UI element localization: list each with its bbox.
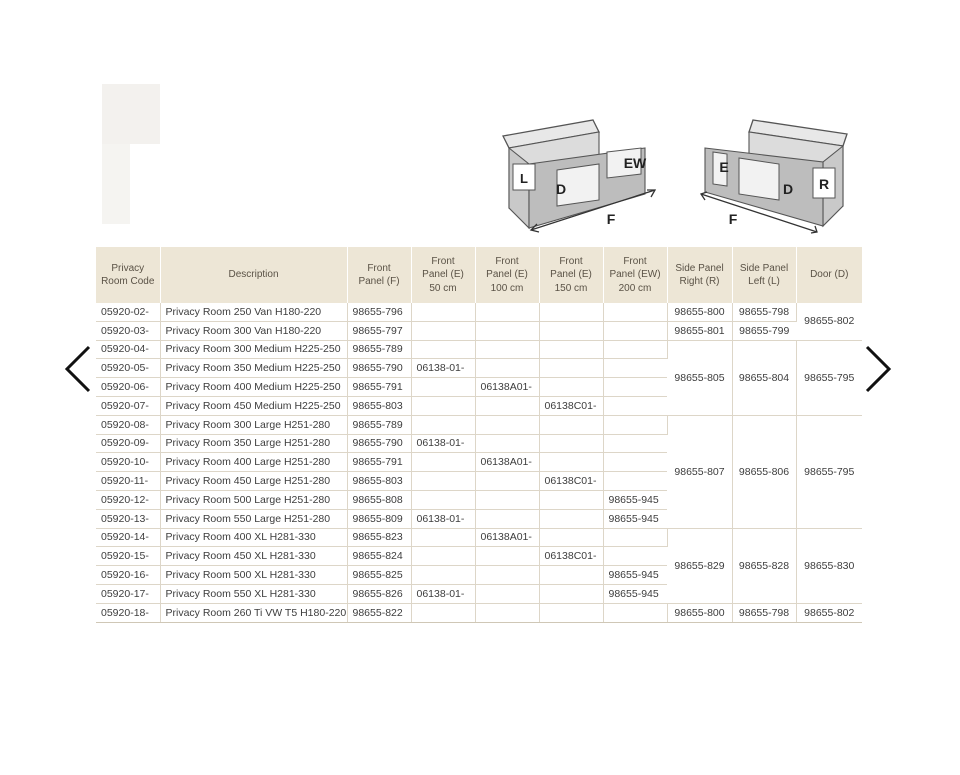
table-cell: 05920-03- [96,321,160,340]
diagram-label-e: E [719,159,729,175]
column-header-line: Right (R) [679,276,720,287]
column-header [732,247,796,303]
awning-diagram-left [495,108,665,240]
table-cell: 06138A01- [475,528,539,547]
table-cell [539,321,603,340]
side-panel-left-cell: 98655-806 [732,415,796,528]
table-cell [539,378,603,397]
table-cell: Privacy Room 500 Large H251-280 [160,490,347,509]
table-cell: Privacy Room 400 Large H251-280 [160,453,347,472]
column-header-line: Panel (E) [550,269,592,281]
column-header-line: Description [228,269,279,281]
table-cell: 06138-01- [411,584,475,603]
table-cell [603,378,667,397]
table-cell: 98655-790 [347,359,411,378]
table-cell: 98655-789 [347,340,411,359]
table-cell: 98655-789 [347,415,411,434]
table-cell: Privacy Room 260 Ti VW T5 H180-220 [160,603,347,622]
table-cell: 05920-16- [96,566,160,585]
column-header [347,247,411,303]
column-header-line: Side Panel [739,262,789,274]
door-cell: 98655-795 [796,340,862,415]
door-cell: 98655-795 [796,415,862,528]
table-cell: Privacy Room 400 Medium H225-250 [160,378,347,397]
table-cell: 98655-790 [347,434,411,453]
table-cell: 98655-826 [347,584,411,603]
table-cell: 98655-945 [603,490,667,509]
table-cell [475,303,539,321]
column-header-line: Left (L) [748,276,780,287]
table-cell: Privacy Room 550 Large H251-280 [160,509,347,528]
table-cell: 05920-17- [96,584,160,603]
table-cell: 05920-18- [96,603,160,622]
side-panel-right-cell: 98655-800 [667,303,732,321]
table-cell [603,321,667,340]
column-header-line: Privacy [111,262,145,274]
table-cell: 98655-797 [347,321,411,340]
table-cell [475,396,539,415]
column-header-line: Panel (E) [486,269,528,281]
table-cell: 05920-11- [96,472,160,491]
table-cell [539,303,603,321]
table-cell: 98655-791 [347,378,411,397]
diagram-label-f: F [728,211,738,227]
table-cell: 06138-01- [411,359,475,378]
table-row [96,528,862,547]
next-image-button[interactable] [858,339,898,399]
table-cell: 05920-15- [96,547,160,566]
table-cell [475,509,539,528]
column-header-line: Front [495,255,519,267]
table-cell: 98655-822 [347,603,411,622]
table-cell [411,415,475,434]
table-cell [539,490,603,509]
table-cell [539,509,603,528]
column-header-line: Panel (E) [422,269,464,281]
table-cell: Privacy Room 450 XL H281-330 [160,547,347,566]
diagram-label-l: L [520,171,528,186]
table-cell [603,472,667,491]
table-cell: Privacy Room 250 Van H180-220 [160,303,347,321]
table-cell [475,584,539,603]
previous-image-button[interactable] [58,339,98,399]
table-cell: 06138A01- [475,378,539,397]
column-header-line: Room Code [101,276,155,287]
column-header-line: 50 cm [429,282,457,294]
table-cell: 05920-12- [96,490,160,509]
table-cell: Privacy Room 350 Medium H225-250 [160,359,347,378]
table-cell: 98655-803 [347,396,411,415]
column-header [475,247,539,303]
table-cell: 98655-803 [347,472,411,491]
table-cell [539,359,603,378]
table-cell [411,396,475,415]
table-cell [539,415,603,434]
table-cell [603,547,667,566]
table-cell: 05920-08- [96,415,160,434]
column-header-line: 200 cm [618,282,652,294]
table-cell [539,453,603,472]
table-cell [475,359,539,378]
table-cell: Privacy Room 350 Large H251-280 [160,434,347,453]
table-cell: 98655-823 [347,528,411,547]
table-cell [475,490,539,509]
table-cell: Privacy Room 500 XL H281-330 [160,566,347,585]
table-cell [603,303,667,321]
table-cell [411,547,475,566]
chevron-left-icon [63,345,93,393]
column-header-line: Side Panel [675,262,724,274]
column-header-line: 100 cm [490,282,524,294]
table-cell [539,566,603,585]
table-cell: 06138-01- [411,509,475,528]
table-cell [603,453,667,472]
table-header-row [96,247,862,303]
table-cell: 05920-13- [96,509,160,528]
table-cell: 98655-796 [347,303,411,321]
table-cell: 06138C01- [539,396,603,415]
table-cell [475,434,539,453]
side-panel-left-cell: 98655-798 [732,303,796,321]
table-cell: 05920-06- [96,378,160,397]
table-cell: 05920-09- [96,434,160,453]
column-header-line: Front [367,262,391,274]
table-cell: Privacy Room 450 Medium H225-250 [160,396,347,415]
table-row [96,340,862,359]
side-panel-left-cell: 98655-799 [732,321,796,340]
side-panel-right-cell: 98655-801 [667,321,732,340]
door-cell: 98655-830 [796,528,862,603]
table-cell [411,453,475,472]
side-panel-left-cell: 98655-828 [732,528,796,603]
table-cell [475,603,539,622]
table-cell [411,528,475,547]
column-header [160,247,347,303]
table-cell [475,321,539,340]
table-cell: 98655-824 [347,547,411,566]
table-cell: 98655-945 [603,584,667,603]
table-cell [603,359,667,378]
table-cell: Privacy Room 300 Medium H225-250 [160,340,347,359]
column-header-line: 150 cm [554,282,588,294]
door-cell: 98655-802 [796,303,862,340]
column-header [667,247,732,303]
diagram-label-ew: EW [623,155,647,171]
table-cell: Privacy Room 550 XL H281-330 [160,584,347,603]
table-cell: 05920-05- [96,359,160,378]
table-cell: 98655-809 [347,509,411,528]
table-cell [411,472,475,491]
table-cell [411,603,475,622]
table-cell [475,566,539,585]
table-cell [475,547,539,566]
side-panel-right-cell: 98655-829 [667,528,732,603]
table-body [96,303,862,622]
side-panel-right-cell: 98655-807 [667,415,732,528]
column-header [411,247,475,303]
table-cell [603,528,667,547]
table-cell [539,603,603,622]
table-cell [411,378,475,397]
table-cell: 06138C01- [539,547,603,566]
table-cell: 06138-01- [411,434,475,453]
table-cell [603,415,667,434]
table-cell: 05920-14- [96,528,160,547]
column-header-line: Panel (EW) [609,269,661,281]
chevron-right-icon [863,345,893,393]
table-cell [411,303,475,321]
table-cell: 06138C01- [539,472,603,491]
table-cell [603,603,667,622]
table-row [96,321,862,340]
table-cell [411,321,475,340]
side-panel-left-cell: 98655-804 [732,340,796,415]
column-header [96,247,160,303]
diagram-label-f: F [606,211,616,227]
table-cell [411,340,475,359]
diagram-label-d: D [555,181,567,197]
table-cell [539,584,603,603]
table-cell [475,472,539,491]
table-cell: 98655-791 [347,453,411,472]
table-cell: 98655-808 [347,490,411,509]
column-header [539,247,603,303]
door-cell: 98655-802 [796,603,862,622]
table-row [96,415,862,434]
privacy-room-parts-table [96,247,862,623]
column-header-line: Front [623,255,647,267]
side-panel-right-cell: 98655-800 [667,603,732,622]
diagram-label-r: R [818,176,830,192]
table-cell [539,340,603,359]
table-cell [603,434,667,453]
table-cell [475,415,539,434]
table-cell: Privacy Room 300 Large H251-280 [160,415,347,434]
table-cell: 05920-10- [96,453,160,472]
side-panel-right-cell: 98655-805 [667,340,732,415]
awning-diagram-right [695,108,865,240]
table-cell [539,434,603,453]
column-header [603,247,667,303]
table-cell: 05920-07- [96,396,160,415]
faded-logo-mark [96,80,246,230]
table-cell: Privacy Room 400 XL H281-330 [160,528,347,547]
table-cell [603,396,667,415]
column-header [796,247,862,303]
table-cell: 98655-945 [603,566,667,585]
table-cell [539,528,603,547]
table-row [96,303,862,321]
table-cell: 98655-825 [347,566,411,585]
table-cell: 98655-945 [603,509,667,528]
table-row [96,603,862,622]
column-header-line: Panel (F) [358,276,400,287]
table-cell [475,340,539,359]
diagram-label-d: D [782,181,794,197]
table-cell: Privacy Room 300 Van H180-220 [160,321,347,340]
column-header-line: Front [559,255,583,267]
table-cell [603,340,667,359]
column-header-line: Door (D) [810,269,849,281]
side-panel-left-cell: 98655-798 [732,603,796,622]
table-cell: 06138A01- [475,453,539,472]
table-cell: 05920-04- [96,340,160,359]
column-header-line: Front [431,255,455,267]
table-cell: 05920-02- [96,303,160,321]
table-cell: Privacy Room 450 Large H251-280 [160,472,347,491]
table-cell [411,566,475,585]
table-cell [411,490,475,509]
